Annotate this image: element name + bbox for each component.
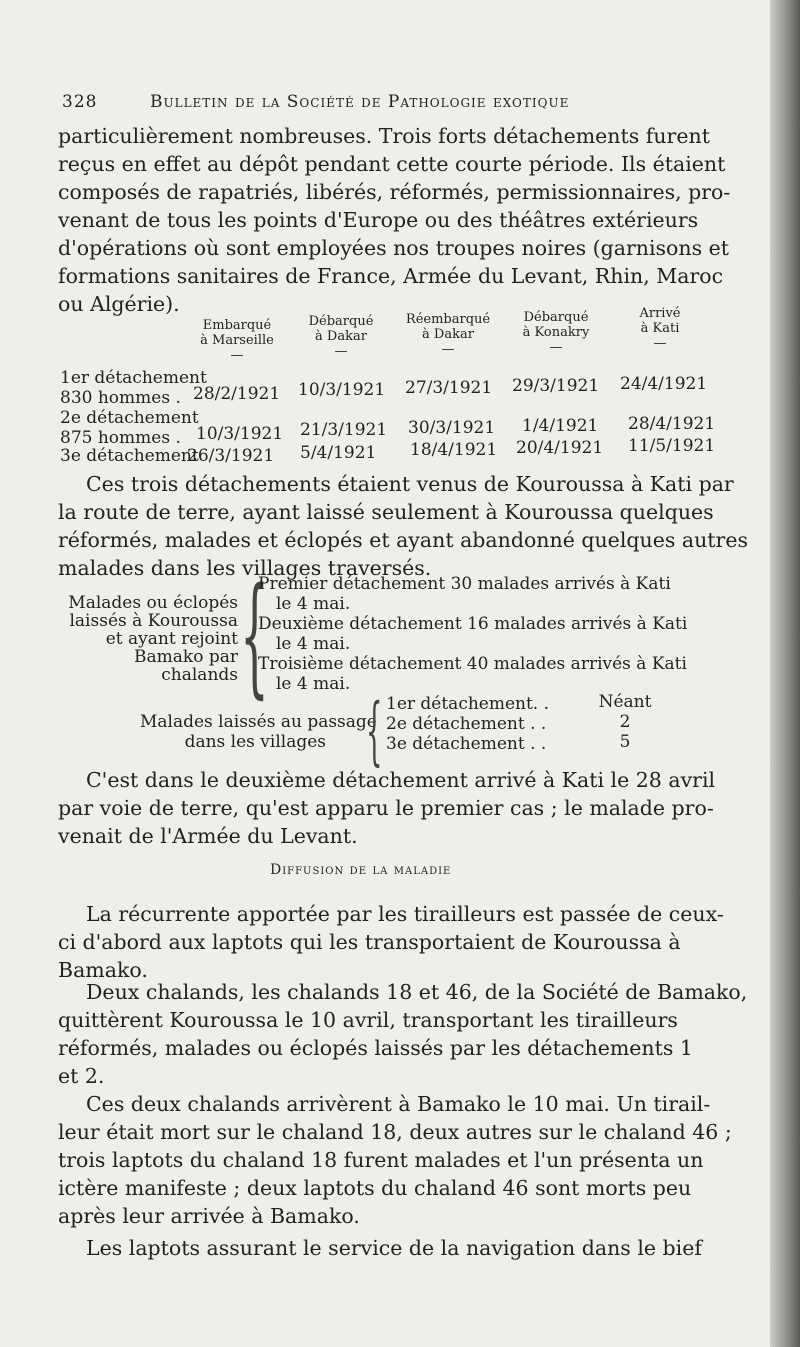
table-header-embarque: Embarqué à Marseille — [200,318,274,363]
text-line: et 2. [58,1064,105,1088]
text-line: venait de l'Armée du Levant. [58,824,358,848]
date-cell: 29/3/1921 [512,376,600,396]
date-cell: 5/4/1921 [300,443,377,463]
text-line: ou Algérie). [58,292,180,316]
date-cell: 26/3/1921 [187,446,275,466]
text-line: réformés, malades et éclopés et ayant abandonné quelques autres [58,528,748,552]
sick-right-text: Premier détachement 30 malades arrivés à Kati le 4 mai. Deuxième détachement 16 malades arrivés à Kati le 4 mai. Troisième détachement 40 malades arrivés à Kati le 4 mai. [258,574,688,694]
text-line: quittèrent Kouroussa le 10 avril, transportant les tirailleurs [58,1008,678,1032]
date-cell: 24/4/1921 [620,374,708,394]
brace-villages: { [366,688,383,774]
text-line: trois laptots du chaland 18 furent malades et l'un présenta un [58,1148,704,1172]
text-line: particulièrement nombreuses. Trois forts détachements furent [58,124,710,148]
sick-left-label: Malades ou éclopés laissés à Kouroussa et ayant rejoint Bamako par chalands [68,593,238,685]
date-cell: 21/3/1921 [300,420,388,440]
text-line: Ces deux chalands arrivèrent à Bamako le 10 mai. Un tirail- [86,1092,711,1116]
text-line: réformés, malades ou éclopés laissés par les détachements 1 [58,1036,693,1060]
text-line: après leur arrivée à Bamako. [58,1204,360,1228]
text-line: par voie de terre, qu'est apparu le premier cas ; le malade pro- [58,796,714,820]
text-line: malades dans les villages traversés. [58,556,432,580]
text-line: Deux chalands, les chalands 18 et 46, de la Société de Bamako, [86,980,748,1004]
date-cell: 10/3/1921 [298,380,386,400]
row-label-3: 3e détachement [60,446,199,466]
text-line: d'opérations où sont employées nos troupes noires (garnisons et [58,236,730,260]
text-line: leur était mort sur le chaland 18, deux autres sur le chaland 46 ; [58,1120,732,1144]
table-header-arrive-kati: Arrivé à Kati — [639,306,681,351]
paragraph-laptots [58,1234,708,1262]
table-header-debarque-konakry: Débarqué à Konakry — [522,310,590,355]
text-line: composés de rapatriés, libérés, réformés, permissionnaires, pro- [58,180,731,204]
paragraph-recurrente [58,900,724,984]
text-line: formations sanitaires de France, Armée du Levant, Rhin, Maroc [58,264,724,288]
text-line: Bamako. [58,958,148,982]
row-label-1: 1er détachement 830 hommes . [60,368,207,408]
date-cell: 11/5/1921 [628,436,716,456]
villages-items: 1er détachement. . 2e détachement . . 3e détachement . . [386,694,550,754]
section-heading: Diffusion de la maladie [270,862,452,878]
page-number: 328 [62,92,98,112]
paragraph-first-case [58,766,716,850]
paragraph-arrivals [58,1090,732,1230]
paragraph-routes [58,470,748,582]
text-line: reçus en effet au dépôt pendant cette courte période. Ils étaient [58,152,726,176]
date-cell: 28/2/1921 [193,384,281,404]
text-line: La récurrente apportée par les tirailleurs est passée de ceux- [86,902,724,926]
text-line: C'est dans le deuxième détachement arrivé à Kati le 28 avril [86,768,716,792]
text-line: ictère manifeste ; deux laptots du chaland 46 sont morts peu [58,1176,692,1200]
table-header-reembarque: Réembarqué à Dakar — [405,312,491,357]
date-cell: 28/4/1921 [628,414,716,434]
villages-values: Néant 2 5 [598,692,652,752]
text-line: ci d'abord aux laptots qui les transportaient de Kouroussa à [58,930,681,954]
intro-paragraph [58,122,731,318]
journal-title: Bulletin de la Société de Pathologie exotique [150,92,570,112]
date-cell: 1/4/1921 [522,416,599,436]
text-line: venant de tous les points d'Europe ou des théâtres extérieurs [58,208,699,232]
villages-label: Malades laissés au passage dans les villages [140,712,377,752]
date-cell: 18/4/1921 [410,440,498,460]
text-line: Ces trois détachements étaient venus de Kouroussa à Kati par [86,472,734,496]
text-line: la route de terre, ayant laissé seulement à Kouroussa quelques [58,500,714,524]
row-label-2: 2e détachement 875 hommes . [60,408,199,448]
date-cell: 30/3/1921 [408,418,496,438]
page-edge-shadow [770,0,800,1347]
text-line: Les laptots assurant le service de la navigation dans le bief [86,1236,702,1260]
table-header-debarque-dakar: Débarqué à Dakar — [308,314,374,359]
brace-left: { [240,559,269,711]
date-cell: 20/4/1921 [516,438,604,458]
date-cell: 27/3/1921 [405,378,493,398]
date-cell: 10/3/1921 [196,424,284,444]
paragraph-chalands [58,978,748,1090]
